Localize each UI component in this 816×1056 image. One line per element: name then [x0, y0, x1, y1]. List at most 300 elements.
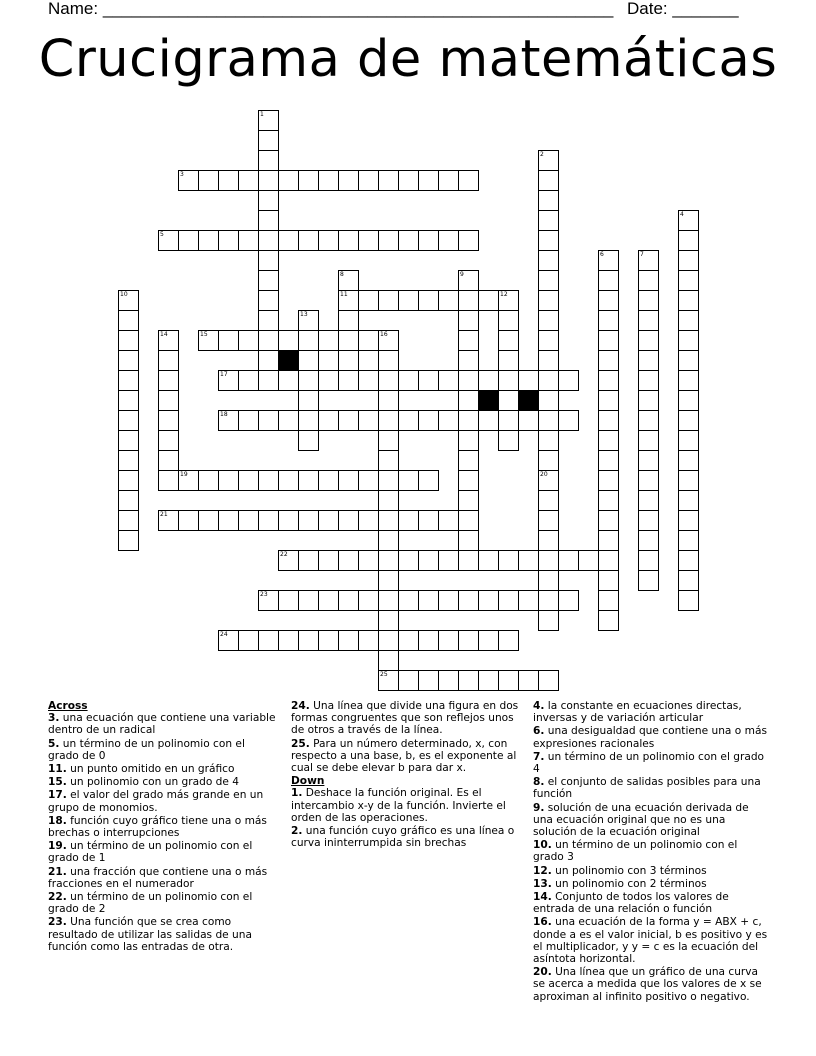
grid-cell[interactable] [438, 630, 459, 651]
grid-cell[interactable] [258, 210, 279, 231]
grid-cell[interactable] [418, 230, 439, 251]
grid-cell[interactable] [258, 110, 279, 131]
grid-cell[interactable] [118, 370, 139, 391]
grid-cell[interactable] [598, 310, 619, 331]
grid-cell[interactable] [118, 470, 139, 491]
grid-cell[interactable] [158, 410, 179, 431]
grid-cell[interactable] [458, 410, 479, 431]
grid-cell[interactable] [458, 450, 479, 471]
grid-cell[interactable] [458, 230, 479, 251]
grid-cell[interactable] [498, 350, 519, 371]
grid-cell[interactable] [598, 350, 619, 371]
grid-cell[interactable] [378, 610, 399, 631]
grid-cell[interactable] [398, 410, 419, 431]
grid-cell[interactable] [538, 430, 559, 451]
grid-cell[interactable] [598, 530, 619, 551]
grid-cell[interactable] [318, 510, 339, 531]
grid-cell[interactable] [478, 410, 499, 431]
grid-cell[interactable] [678, 210, 699, 231]
grid-cell[interactable] [238, 410, 259, 431]
grid-cell[interactable] [258, 130, 279, 151]
grid-cell[interactable] [498, 590, 519, 611]
grid-cell[interactable] [318, 630, 339, 651]
grid-cell[interactable] [298, 470, 319, 491]
grid-cell[interactable] [378, 650, 399, 671]
grid-cell[interactable] [398, 590, 419, 611]
grid-cell[interactable] [538, 590, 559, 611]
grid-cell[interactable] [678, 530, 699, 551]
grid-cell[interactable] [298, 510, 319, 531]
grid-cell[interactable] [498, 630, 519, 651]
grid-cell[interactable] [238, 470, 259, 491]
grid-cell[interactable] [118, 510, 139, 531]
grid-cell[interactable] [338, 330, 359, 351]
grid-cell[interactable] [198, 330, 219, 351]
grid-cell[interactable] [118, 310, 139, 331]
grid-cell[interactable] [678, 370, 699, 391]
grid-cell[interactable] [558, 370, 579, 391]
grid-cell[interactable] [678, 310, 699, 331]
grid-cell[interactable] [418, 170, 439, 191]
grid-cell[interactable] [538, 450, 559, 471]
grid-cell[interactable] [678, 590, 699, 611]
grid-cell[interactable] [538, 510, 559, 531]
grid-cell[interactable] [278, 590, 299, 611]
grid-cell[interactable] [418, 550, 439, 571]
grid-cell[interactable] [458, 490, 479, 511]
grid-cell[interactable] [318, 170, 339, 191]
grid-cell[interactable] [538, 350, 559, 371]
grid-cell[interactable] [258, 150, 279, 171]
grid-cell[interactable] [538, 550, 559, 571]
grid-cell[interactable] [558, 590, 579, 611]
grid-cell[interactable] [298, 230, 319, 251]
grid-cell[interactable] [218, 470, 239, 491]
grid-cell[interactable] [378, 490, 399, 511]
grid-cell[interactable] [498, 390, 519, 411]
grid-cell[interactable] [278, 630, 299, 651]
grid-cell[interactable] [278, 470, 299, 491]
grid-cell[interactable] [298, 170, 319, 191]
grid-cell[interactable] [378, 170, 399, 191]
grid-cell[interactable] [338, 170, 359, 191]
grid-cell[interactable] [258, 330, 279, 351]
grid-cell[interactable] [118, 490, 139, 511]
grid-cell[interactable] [338, 470, 359, 491]
grid-cell[interactable] [358, 510, 379, 531]
grid-cell[interactable] [218, 510, 239, 531]
grid-cell[interactable] [598, 590, 619, 611]
grid-cell[interactable] [378, 670, 399, 691]
grid-cell[interactable] [418, 470, 439, 491]
grid-cell[interactable] [678, 290, 699, 311]
grid-cell[interactable] [218, 370, 239, 391]
grid-cell[interactable] [438, 290, 459, 311]
grid-cell[interactable] [598, 290, 619, 311]
grid-cell[interactable] [278, 330, 299, 351]
grid-cell[interactable] [558, 410, 579, 431]
grid-cell[interactable] [358, 330, 379, 351]
grid-cell[interactable] [598, 470, 619, 491]
grid-cell[interactable] [158, 370, 179, 391]
grid-cell[interactable] [338, 350, 359, 371]
grid-cell[interactable] [118, 530, 139, 551]
grid-cell[interactable] [418, 670, 439, 691]
grid-cell[interactable] [458, 270, 479, 291]
grid-cell[interactable] [118, 290, 139, 311]
grid-cell[interactable] [238, 370, 259, 391]
grid-cell[interactable] [538, 250, 559, 271]
grid-cell[interactable] [538, 290, 559, 311]
grid-cell[interactable] [538, 150, 559, 171]
grid-cell[interactable] [538, 330, 559, 351]
grid-cell[interactable] [258, 290, 279, 311]
grid-cell[interactable] [538, 230, 559, 251]
grid-cell[interactable] [378, 590, 399, 611]
grid-cell[interactable] [218, 330, 239, 351]
grid-cell[interactable] [158, 350, 179, 371]
grid-cell[interactable] [478, 290, 499, 311]
grid-cell[interactable] [378, 390, 399, 411]
grid-cell[interactable] [678, 450, 699, 471]
grid-cell[interactable] [258, 250, 279, 271]
grid-cell[interactable] [298, 310, 319, 331]
grid-cell[interactable] [278, 230, 299, 251]
grid-cell[interactable] [598, 370, 619, 391]
grid-cell[interactable] [118, 410, 139, 431]
grid-cell[interactable] [518, 370, 539, 391]
grid-cell[interactable] [298, 410, 319, 431]
grid-cell[interactable] [458, 370, 479, 391]
grid-cell[interactable] [378, 630, 399, 651]
grid-cell[interactable] [258, 350, 279, 371]
grid-cell[interactable] [338, 290, 359, 311]
grid-cell[interactable] [198, 230, 219, 251]
grid-cell[interactable] [518, 410, 539, 431]
grid-cell[interactable] [318, 470, 339, 491]
grid-cell[interactable] [458, 430, 479, 451]
grid-cell[interactable] [498, 550, 519, 571]
grid-cell[interactable] [238, 230, 259, 251]
grid-cell[interactable] [678, 350, 699, 371]
grid-cell[interactable] [318, 330, 339, 351]
grid-cell[interactable] [598, 430, 619, 451]
grid-cell[interactable] [638, 310, 659, 331]
grid-cell[interactable] [578, 550, 599, 571]
grid-cell[interactable] [598, 270, 619, 291]
grid-cell[interactable] [398, 630, 419, 651]
grid-cell[interactable] [178, 170, 199, 191]
grid-cell[interactable] [538, 390, 559, 411]
grid-cell[interactable] [118, 350, 139, 371]
grid-cell[interactable] [158, 510, 179, 531]
grid-cell[interactable] [218, 170, 239, 191]
grid-cell[interactable] [398, 550, 419, 571]
grid-cell[interactable] [418, 370, 439, 391]
grid-cell[interactable] [538, 270, 559, 291]
grid-cell[interactable] [398, 230, 419, 251]
grid-cell[interactable] [298, 330, 319, 351]
grid-cell[interactable] [678, 570, 699, 591]
grid-cell[interactable] [318, 230, 339, 251]
grid-cell[interactable] [498, 290, 519, 311]
grid-cell[interactable] [358, 410, 379, 431]
grid-cell[interactable] [338, 410, 359, 431]
grid-cell[interactable] [278, 510, 299, 531]
grid-cell[interactable] [358, 550, 379, 571]
grid-cell[interactable] [398, 370, 419, 391]
grid-cell[interactable] [678, 390, 699, 411]
grid-cell[interactable] [258, 370, 279, 391]
grid-cell[interactable] [598, 390, 619, 411]
grid-cell[interactable] [158, 450, 179, 471]
grid-cell[interactable] [298, 590, 319, 611]
grid-cell[interactable] [678, 270, 699, 291]
grid-cell[interactable] [678, 490, 699, 511]
grid-cell[interactable] [498, 670, 519, 691]
grid-cell[interactable] [278, 170, 299, 191]
grid-cell[interactable] [438, 170, 459, 191]
grid-cell[interactable] [538, 170, 559, 191]
grid-cell[interactable] [438, 410, 459, 431]
grid-cell[interactable] [318, 550, 339, 571]
grid-cell[interactable] [418, 630, 439, 651]
grid-cell[interactable] [498, 310, 519, 331]
grid-cell[interactable] [538, 490, 559, 511]
grid-cell[interactable] [318, 590, 339, 611]
grid-cell[interactable] [438, 230, 459, 251]
grid-cell[interactable] [638, 530, 659, 551]
grid-cell[interactable] [378, 450, 399, 471]
grid-cell[interactable] [178, 470, 199, 491]
grid-cell[interactable] [338, 550, 359, 571]
grid-cell[interactable] [358, 290, 379, 311]
grid-cell[interactable] [278, 410, 299, 431]
grid-cell[interactable] [258, 510, 279, 531]
grid-cell[interactable] [638, 510, 659, 531]
grid-cell[interactable] [458, 550, 479, 571]
grid-cell[interactable] [498, 370, 519, 391]
grid-cell[interactable] [398, 470, 419, 491]
grid-cell[interactable] [458, 470, 479, 491]
grid-cell[interactable] [478, 370, 499, 391]
grid-cell[interactable] [458, 290, 479, 311]
grid-cell[interactable] [278, 370, 299, 391]
grid-cell[interactable] [198, 510, 219, 531]
grid-cell[interactable] [478, 630, 499, 651]
grid-cell[interactable] [598, 250, 619, 271]
grid-cell[interactable] [338, 370, 359, 391]
grid-cell[interactable] [638, 470, 659, 491]
grid-cell[interactable] [638, 570, 659, 591]
grid-cell[interactable] [358, 370, 379, 391]
grid-cell[interactable] [598, 610, 619, 631]
grid-cell[interactable] [298, 550, 319, 571]
grid-cell[interactable] [598, 410, 619, 431]
grid-cell[interactable] [378, 230, 399, 251]
grid-cell[interactable] [358, 470, 379, 491]
grid-cell[interactable] [638, 370, 659, 391]
grid-cell[interactable] [118, 330, 139, 351]
grid-cell[interactable] [158, 330, 179, 351]
grid-cell[interactable] [538, 570, 559, 591]
grid-cell[interactable] [598, 450, 619, 471]
grid-cell[interactable] [158, 230, 179, 251]
grid-cell[interactable] [298, 430, 319, 451]
grid-cell[interactable] [298, 630, 319, 651]
grid-cell[interactable] [278, 550, 299, 571]
grid-cell[interactable] [458, 170, 479, 191]
grid-cell[interactable] [638, 290, 659, 311]
grid-cell[interactable] [458, 590, 479, 611]
grid-cell[interactable] [518, 590, 539, 611]
grid-cell[interactable] [118, 450, 139, 471]
grid-cell[interactable] [378, 370, 399, 391]
grid-cell[interactable] [558, 550, 579, 571]
grid-cell[interactable] [258, 310, 279, 331]
grid-cell[interactable] [518, 550, 539, 571]
grid-cell[interactable] [438, 370, 459, 391]
grid-cell[interactable] [338, 630, 359, 651]
grid-cell[interactable] [178, 230, 199, 251]
grid-cell[interactable] [478, 590, 499, 611]
grid-cell[interactable] [378, 350, 399, 371]
grid-cell[interactable] [678, 230, 699, 251]
grid-cell[interactable] [378, 530, 399, 551]
grid-cell[interactable] [358, 170, 379, 191]
grid-cell[interactable] [678, 250, 699, 271]
grid-cell[interactable] [518, 670, 539, 691]
grid-cell[interactable] [418, 510, 439, 531]
grid-cell[interactable] [538, 370, 559, 391]
grid-cell[interactable] [458, 350, 479, 371]
grid-cell[interactable] [238, 510, 259, 531]
grid-cell[interactable] [218, 410, 239, 431]
grid-cell[interactable] [538, 610, 559, 631]
grid-cell[interactable] [298, 370, 319, 391]
grid-cell[interactable] [458, 310, 479, 331]
grid-cell[interactable] [158, 470, 179, 491]
grid-cell[interactable] [478, 670, 499, 691]
grid-cell[interactable] [258, 470, 279, 491]
grid-cell[interactable] [198, 170, 219, 191]
grid-cell[interactable] [398, 670, 419, 691]
grid-cell[interactable] [198, 470, 219, 491]
grid-cell[interactable] [458, 510, 479, 531]
grid-cell[interactable] [678, 470, 699, 491]
grid-cell[interactable] [538, 210, 559, 231]
grid-cell[interactable] [638, 410, 659, 431]
grid-cell[interactable] [678, 510, 699, 531]
grid-cell[interactable] [538, 470, 559, 491]
grid-cell[interactable] [418, 290, 439, 311]
grid-cell[interactable] [478, 550, 499, 571]
grid-cell[interactable] [538, 310, 559, 331]
grid-cell[interactable] [438, 510, 459, 531]
grid-cell[interactable] [638, 390, 659, 411]
grid-cell[interactable] [418, 410, 439, 431]
grid-cell[interactable] [378, 330, 399, 351]
grid-cell[interactable] [598, 550, 619, 571]
grid-cell[interactable] [438, 550, 459, 571]
grid-cell[interactable] [358, 630, 379, 651]
grid-cell[interactable] [678, 550, 699, 571]
grid-cell[interactable] [538, 670, 559, 691]
grid-cell[interactable] [238, 170, 259, 191]
grid-cell[interactable] [458, 530, 479, 551]
grid-cell[interactable] [458, 390, 479, 411]
grid-cell[interactable] [398, 510, 419, 531]
grid-cell[interactable] [498, 410, 519, 431]
grid-cell[interactable] [638, 430, 659, 451]
grid-cell[interactable] [238, 330, 259, 351]
grid-cell[interactable] [158, 430, 179, 451]
grid-cell[interactable] [178, 510, 199, 531]
grid-cell[interactable] [258, 230, 279, 251]
grid-cell[interactable] [458, 670, 479, 691]
grid-cell[interactable] [298, 390, 319, 411]
grid-cell[interactable] [338, 510, 359, 531]
grid-cell[interactable] [338, 590, 359, 611]
grid-cell[interactable] [638, 330, 659, 351]
grid-cell[interactable] [638, 490, 659, 511]
grid-cell[interactable] [258, 590, 279, 611]
grid-cell[interactable] [158, 390, 179, 411]
grid-cell[interactable] [258, 170, 279, 191]
grid-cell[interactable] [258, 270, 279, 291]
grid-cell[interactable] [258, 190, 279, 211]
grid-cell[interactable] [258, 630, 279, 651]
grid-cell[interactable] [398, 170, 419, 191]
grid-cell[interactable] [638, 450, 659, 471]
grid-cell[interactable] [598, 330, 619, 351]
grid-cell[interactable] [378, 430, 399, 451]
grid-cell[interactable] [678, 330, 699, 351]
grid-cell[interactable] [318, 370, 339, 391]
grid-cell[interactable] [598, 510, 619, 531]
grid-cell[interactable] [538, 190, 559, 211]
grid-cell[interactable] [118, 430, 139, 451]
grid-cell[interactable] [438, 590, 459, 611]
grid-cell[interactable] [338, 270, 359, 291]
grid-cell[interactable] [238, 630, 259, 651]
grid-cell[interactable] [638, 550, 659, 571]
grid-cell[interactable] [638, 350, 659, 371]
grid-cell[interactable] [678, 410, 699, 431]
grid-cell[interactable] [458, 330, 479, 351]
grid-cell[interactable] [498, 430, 519, 451]
grid-cell[interactable] [418, 590, 439, 611]
grid-cell[interactable] [598, 490, 619, 511]
grid-cell[interactable] [398, 290, 419, 311]
grid-cell[interactable] [378, 410, 399, 431]
grid-cell[interactable] [438, 670, 459, 691]
grid-cell[interactable] [538, 410, 559, 431]
grid-cell[interactable] [378, 470, 399, 491]
grid-cell[interactable] [598, 570, 619, 591]
grid-cell[interactable] [378, 570, 399, 591]
grid-cell[interactable] [638, 270, 659, 291]
grid-cell[interactable] [218, 630, 239, 651]
grid-cell[interactable] [498, 330, 519, 351]
grid-cell[interactable] [378, 510, 399, 531]
grid-cell[interactable] [378, 290, 399, 311]
grid-cell[interactable] [538, 530, 559, 551]
grid-cell[interactable] [338, 230, 359, 251]
grid-cell[interactable] [218, 230, 239, 251]
grid-cell[interactable] [298, 350, 319, 371]
grid-cell[interactable] [318, 410, 339, 431]
